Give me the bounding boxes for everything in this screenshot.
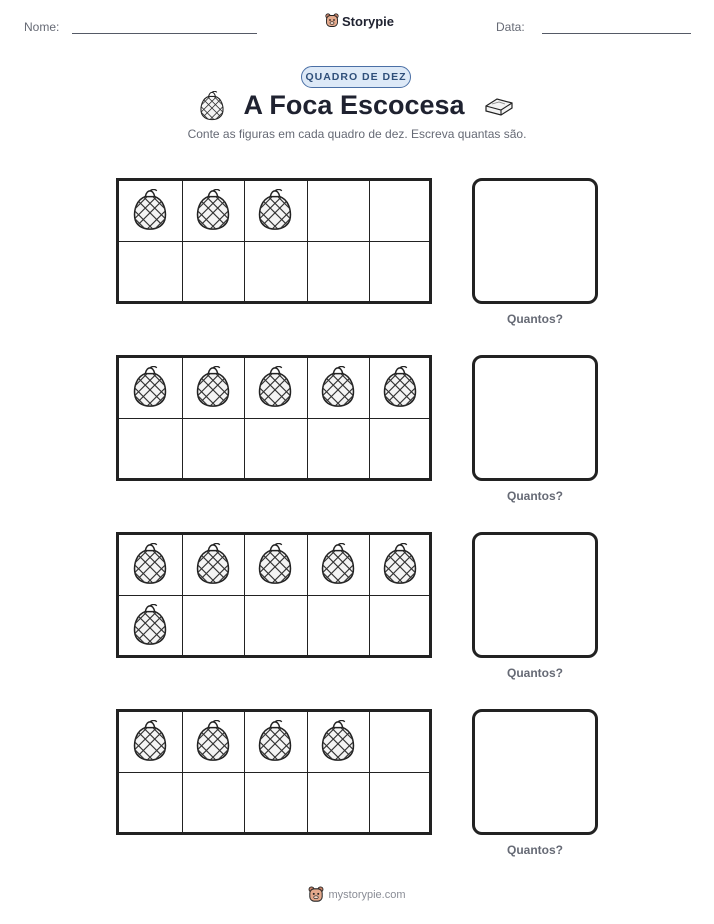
ten-frame [116,709,432,835]
basket-net-icon [131,366,169,408]
footer [0,886,714,904]
footer-url: mystorypie.com [328,889,406,901]
answer-prompt: Quantos? [507,312,563,326]
ten-frame [116,178,432,304]
answer-box[interactable] [472,532,598,658]
instructions: Conte as figuras em cada quadro de dez. Escreva quantas são. [187,127,527,141]
ten-frame [116,532,432,658]
answer-prompt: Quantos? [507,843,563,857]
basket-net-icon [319,366,357,408]
soap-bar-icon [483,95,515,117]
basket-net-icon [131,604,169,646]
storypie-bear-icon [325,13,339,29]
brand-name: Storypie [342,13,395,29]
answer-box[interactable] [472,355,598,481]
basket-net-icon [194,366,232,408]
frame-divider [119,418,429,419]
frame-divider [119,595,429,596]
name-field[interactable] [72,33,257,34]
answer-prompt: Quantos? [507,666,563,680]
storypie-bear-icon [308,886,324,904]
basket-net-icon [194,189,232,231]
page-title: A Foca Escocesa [243,90,465,120]
answer-box[interactable] [472,709,598,835]
frame-divider [119,241,429,242]
basket-net-icon [256,720,294,762]
basket-net-icon [131,720,169,762]
worksheet-type-badge: QUADRO DE DEZ [301,66,411,88]
answer-box[interactable] [472,178,598,304]
basket-net-icon [381,366,419,408]
basket-net-icon [256,366,294,408]
basket-net-icon [199,91,225,121]
basket-net-icon [319,720,357,762]
basket-net-icon [131,189,169,231]
basket-net-icon [381,543,419,585]
date-field[interactable] [542,33,691,34]
name-label: Nome: [24,20,60,34]
answer-prompt: Quantos? [507,489,563,503]
basket-net-icon [319,543,357,585]
basket-net-icon [194,720,232,762]
date-label: Data: [496,20,525,34]
brand-logo [325,13,394,29]
basket-net-icon [256,189,294,231]
basket-net-icon [131,543,169,585]
frame-divider [119,772,429,773]
basket-net-icon [256,543,294,585]
ten-frame [116,355,432,481]
basket-net-icon [194,543,232,585]
